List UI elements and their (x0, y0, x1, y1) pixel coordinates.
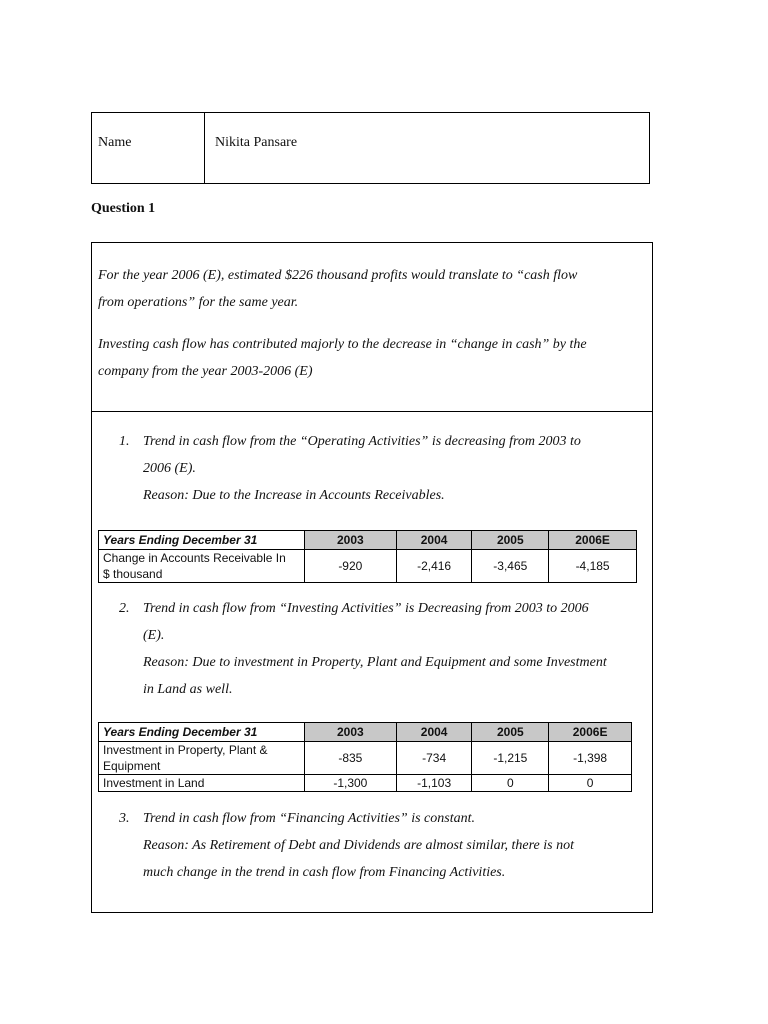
table-cell: -1,398 (549, 742, 632, 775)
summary-paragraph-1 (98, 262, 638, 316)
table-row (99, 550, 637, 583)
table-row-label: Investment in Land (99, 775, 305, 792)
table-header-cell: Years Ending December 31 (99, 531, 305, 550)
list-item-financing (119, 805, 639, 886)
answer-box (91, 242, 653, 913)
table-row (99, 742, 632, 775)
summary-paragraph-1-line-2: from operations” for the same year. (98, 295, 299, 310)
name-label: Name (92, 113, 205, 183)
row-label-line: Equipment (103, 759, 161, 773)
list-item-line: in Land as well. (143, 682, 233, 697)
table-header-row (99, 531, 637, 550)
table-cell: -835 (304, 742, 396, 775)
list-item-investing (119, 595, 639, 703)
row-label-line: $ thousand (103, 567, 163, 581)
summary-paragraph-2-line-1: Investing cash flow has contributed majorly to the decrease in “change in cash” by the (98, 337, 587, 352)
table-cell: -3,465 (472, 550, 549, 583)
question-heading: Question 1 (91, 201, 156, 216)
table-header-cell: 2003 (304, 723, 396, 742)
table-header-cell: 2003 (304, 531, 396, 550)
list-item-line: Trend in cash flow from “Financing Activities” is constant. (143, 811, 475, 826)
table-header-cell: 2004 (396, 723, 472, 742)
table-header-cell: 2006E (549, 723, 632, 742)
summary-paragraph-1-line-1: For the year 2006 (E), estimated $226 thousand profits would translate to “cash flow (98, 268, 578, 283)
table-row (99, 775, 632, 792)
list-item-operating (119, 428, 639, 509)
name-value: Nikita Pansare (215, 135, 298, 150)
list-item-number: 2. (119, 601, 130, 616)
list-item-line: Reason: As Retirement of Debt and Dividends are almost similar, there is not (143, 838, 574, 853)
table-header-row (99, 723, 632, 742)
table-cell: -1,103 (396, 775, 472, 792)
summary-paragraph-2-line-2: company from the year 2003-2006 (E) (98, 364, 313, 379)
table-cell: -2,416 (396, 550, 472, 583)
table-cell: -1,215 (472, 742, 549, 775)
list-item-line: (E). (143, 628, 165, 643)
table-cell: -920 (304, 550, 396, 583)
table-header-cell: 2006E (549, 531, 637, 550)
row-label-line: Change in Accounts Receivable In (103, 551, 286, 565)
table-header-cell: 2004 (396, 531, 472, 550)
table-cell: -734 (396, 742, 472, 775)
list-item-line: Reason: Due to investment in Property, Plant and Equipment and some Investment (143, 655, 607, 670)
name-table (91, 112, 650, 184)
list-item-number: 3. (119, 811, 130, 826)
row-label-line: Investment in Property, Plant & (103, 743, 268, 757)
list-item-line: much change in the trend in cash flow from Financing Activities. (143, 865, 506, 880)
summary-section (92, 243, 652, 412)
table-row-label (99, 550, 305, 583)
list-item-line: Reason: Due to the Increase in Accounts Receivables. (143, 488, 445, 503)
investment-table (98, 722, 632, 792)
list-item-line: 2006 (E). (143, 461, 196, 476)
summary-paragraph-2 (98, 331, 638, 385)
table-header-cell: Years Ending December 31 (99, 723, 305, 742)
table-cell: -1,300 (304, 775, 396, 792)
table-row-label (99, 742, 305, 775)
list-item-line: Trend in cash flow from “Investing Activities” is Decreasing from 2003 to 2006 (143, 601, 589, 616)
table-header-cell: 2005 (472, 531, 549, 550)
table-header-cell: 2005 (472, 723, 549, 742)
table-cell: 0 (472, 775, 549, 792)
table-cell: -4,185 (549, 550, 637, 583)
list-item-number: 1. (119, 434, 130, 449)
accounts-receivable-table (98, 530, 637, 583)
table-cell: 0 (549, 775, 632, 792)
list-item-line: Trend in cash flow from the “Operating Activities” is decreasing from 2003 to (143, 434, 581, 449)
